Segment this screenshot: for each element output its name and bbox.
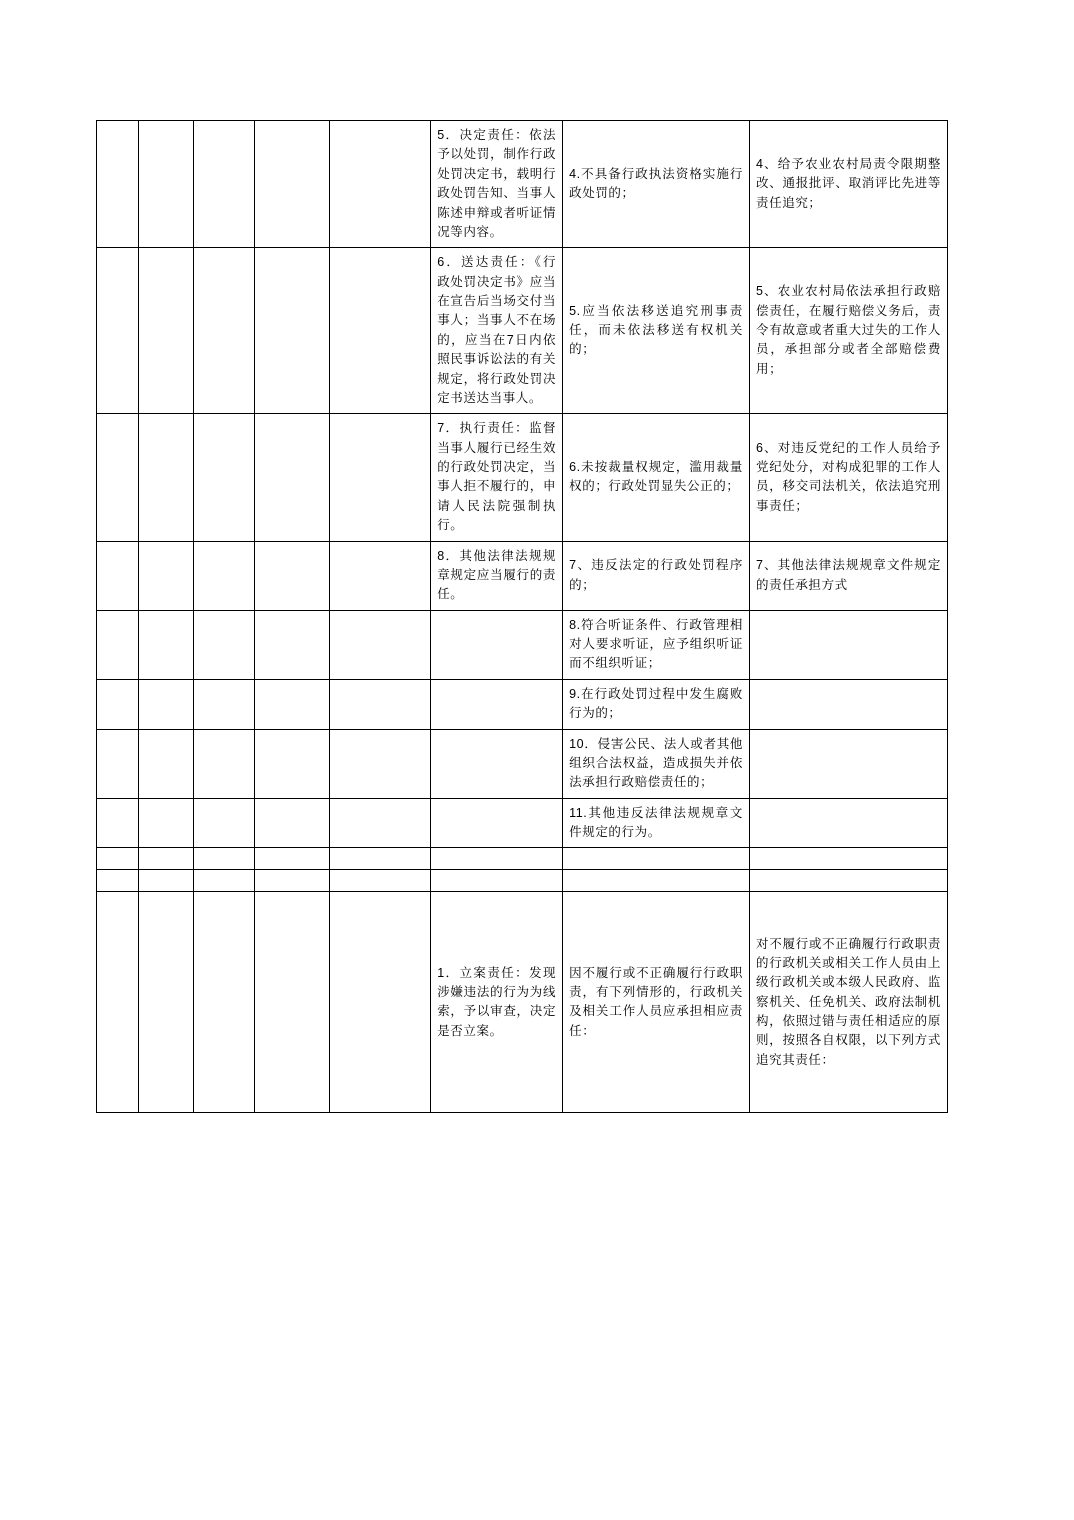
cell-col-b [138,610,193,679]
cell-duty: 6．送达责任：《行政处罚决定书》应当在宣告后当场交付当事人；当事人不在场的，应当在7日内依照民事诉讼法的有关规定，将行政处罚决定书送达当事人。 [431,248,563,414]
table-row [97,892,948,1113]
cell-situation: 8.符合听证条件、行政管理相对人要求听证，应予组织听证而不组织听证； [563,610,750,679]
cell-col-e [330,870,431,892]
cell-accountability: 7、其他法律法规规章文件规定的责任承担方式 [750,541,948,610]
cell-col-a [97,248,139,414]
cell-col-c [193,679,255,729]
cell-col-a [97,870,139,892]
cell-col-c [193,798,255,848]
cell-col-e [330,892,431,1113]
cell-col-e [330,610,431,679]
table-row [97,248,948,414]
cell-situation: 4.不具备行政执法资格实施行政处罚的； [563,121,750,248]
cell-col-d [255,870,330,892]
cell-col-b [138,414,193,541]
cell-duty [431,729,563,798]
cell-situation: 11.其他违反法律法规规章文件规定的行为。 [563,798,750,848]
cell-accountability: 对不履行或不正确履行行政职责的行政机关或相关工作人员由上级行政机关或本级人民政府、监察机关、任免机关、政府法制机构，依照过错与责任相适应的原则，按照各自权限，以下列方式追究其责任： [750,892,948,1113]
table-row [97,121,948,248]
table-row [97,541,948,610]
cell-col-d [255,541,330,610]
cell-col-d [255,248,330,414]
cell-duty [431,848,563,870]
cell-col-c [193,870,255,892]
cell-col-b [138,248,193,414]
cell-accountability: 6、对违反党纪的工作人员给予党纪处分，对构成犯罪的工作人员，移交司法机关，依法追究刑事责任； [750,414,948,541]
cell-col-a [97,729,139,798]
responsibility-table [96,120,948,1113]
cell-col-b [138,121,193,248]
cell-col-b [138,848,193,870]
cell-col-a [97,414,139,541]
cell-col-c [193,121,255,248]
cell-col-e [330,729,431,798]
cell-col-b [138,541,193,610]
table-row [97,798,948,848]
cell-duty: 5．决定责任：依法予以处罚，制作行政处罚决定书，载明行政处罚告知、当事人陈述申辩或者听证情况等内容。 [431,121,563,248]
cell-situation: 9.在行政处罚过程中发生腐败行为的； [563,679,750,729]
cell-col-d [255,729,330,798]
cell-duty [431,798,563,848]
cell-situation: 6.未按裁量权规定，滥用裁量权的；行政处罚显失公正的； [563,414,750,541]
cell-col-a [97,798,139,848]
cell-col-e [330,414,431,541]
cell-accountability [750,798,948,848]
cell-situation: 7、违反法定的行政处罚程序的； [563,541,750,610]
cell-col-b [138,679,193,729]
table-row [97,729,948,798]
cell-situation: 5.应当依法移送追究刑事责任，而未依法移送有权机关的； [563,248,750,414]
cell-col-a [97,892,139,1113]
cell-situation [563,848,750,870]
cell-col-c [193,541,255,610]
cell-duty [431,610,563,679]
table-spacer-row [97,870,948,892]
cell-accountability [750,729,948,798]
cell-col-a [97,679,139,729]
cell-accountability [750,848,948,870]
cell-situation: 因不履行或不正确履行行政职责，有下列情形的，行政机关及相关工作人员应承担相应责任： [563,892,750,1113]
cell-col-d [255,414,330,541]
cell-col-c [193,248,255,414]
cell-col-c [193,414,255,541]
cell-col-c [193,729,255,798]
cell-col-a [97,610,139,679]
cell-col-e [330,248,431,414]
cell-accountability [750,870,948,892]
cell-accountability [750,679,948,729]
cell-col-c [193,848,255,870]
cell-situation [563,870,750,892]
cell-col-a [97,541,139,610]
cell-duty [431,679,563,729]
cell-duty: 1．立案责任：发现涉嫌违法的行为为线索，予以审查，决定是否立案。 [431,892,563,1113]
cell-col-d [255,610,330,679]
cell-col-a [97,848,139,870]
cell-col-b [138,870,193,892]
cell-col-d [255,121,330,248]
cell-duty [431,870,563,892]
cell-col-e [330,121,431,248]
cell-col-e [330,798,431,848]
cell-col-b [138,892,193,1113]
cell-col-d [255,798,330,848]
cell-col-d [255,892,330,1113]
cell-col-a [97,121,139,248]
cell-accountability [750,610,948,679]
cell-col-b [138,798,193,848]
table-spacer-row [97,848,948,870]
table-row [97,414,948,541]
cell-col-e [330,679,431,729]
cell-duty: 7．执行责任：监督当事人履行已经生效的行政处罚决定，当事人拒不履行的，申请人民法院强制执行。 [431,414,563,541]
cell-col-e [330,848,431,870]
cell-accountability: 5、农业农村局依法承担行政赔偿责任，在履行赔偿义务后，责令有故意或者重大过失的工作人员，承担部分或者全部赔偿费用； [750,248,948,414]
cell-col-b [138,729,193,798]
cell-col-d [255,679,330,729]
table-row [97,679,948,729]
cell-accountability: 4、给予农业农村局责令限期整改、通报批评、取消评比先进等责任追究； [750,121,948,248]
cell-col-e [330,541,431,610]
cell-col-c [193,610,255,679]
cell-col-d [255,848,330,870]
cell-duty: 8．其他法律法规规章规定应当履行的责任。 [431,541,563,610]
cell-situation: 10．侵害公民、法人或者其他组织合法权益，造成损失并依法承担行政赔偿责任的； [563,729,750,798]
table-row [97,610,948,679]
cell-col-c [193,892,255,1113]
